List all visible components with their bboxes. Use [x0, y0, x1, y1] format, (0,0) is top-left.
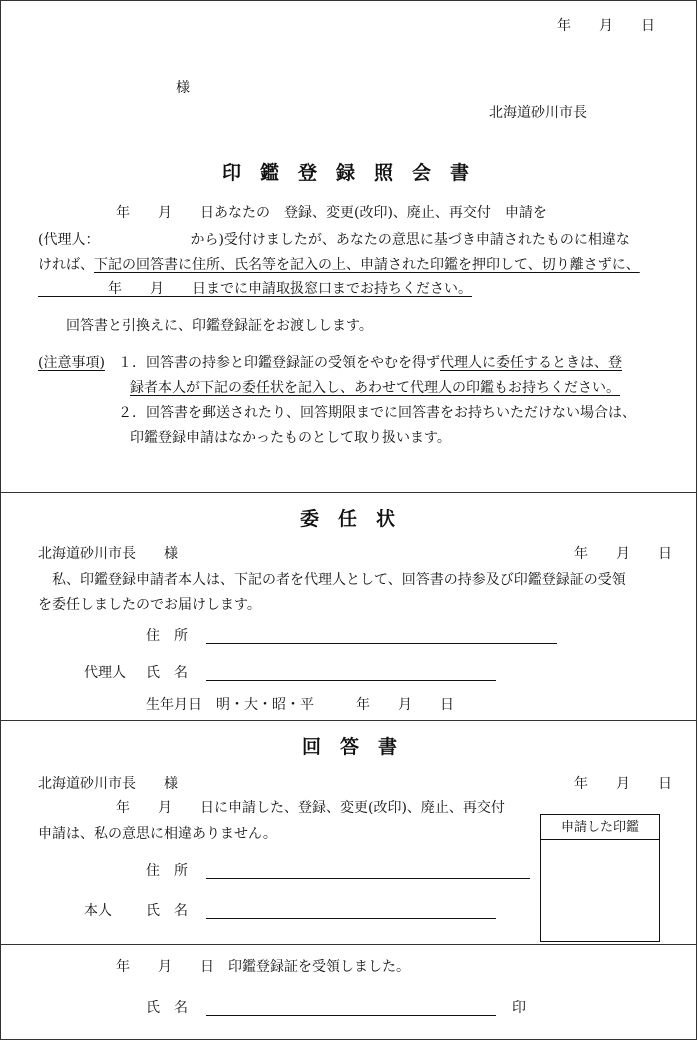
inquiry-line3-underlined: 下記の回答書に住所、氏名等を記入の上、申請された印鑑を押印して、切り離さずに、: [94, 257, 640, 273]
receipt-seal-mark: 印: [512, 1000, 526, 1016]
note1-text: 回答書の持参と印鑑登録証の受領をやむを得ず: [146, 355, 440, 371]
delegation-address-label: 住 所: [146, 628, 188, 644]
note2-text: 回答書を郵送されたり、回答期限までに回答書をお持ちいただけない場合は、: [146, 405, 636, 421]
inquiry-para2: 回答書と引換えに、印鑑登録証をお渡しします。: [66, 318, 373, 334]
inquiry-line3-pre: ければ、: [38, 257, 94, 273]
answer-self-label: 本人: [84, 903, 112, 919]
answer-to: 北海道砂川市長 様: [38, 776, 178, 792]
delegation-dob: 生年月日 明・大・昭・平 年 月 日: [146, 697, 454, 713]
delegation-name-label: 氏 名: [146, 665, 188, 681]
note1-continuation: 録者本人が下記の委任状を記入し、あわせて代理人の印鑑もお持ちください。: [130, 380, 620, 396]
note2-num: ２．: [118, 405, 146, 421]
delegation-to: 北海道砂川市長 様: [38, 546, 178, 562]
delegation-agent-label: 代理人: [84, 665, 126, 681]
inquiry-line3: [38, 258, 640, 272]
delegation-body1: 私、印鑑登録申請者本人は、下記の者を代理人として、回答書の持参及び印鑑登録証の受領: [52, 572, 626, 588]
seal-box[interactable]: [540, 814, 660, 942]
answer-address-field[interactable]: [206, 878, 530, 879]
answer-name-label: 氏 名: [146, 903, 188, 919]
header-issuer: 北海道砂川市長: [489, 105, 587, 121]
answer-name-field[interactable]: [206, 918, 496, 919]
inquiry-title: 印 鑑 登 録 照 会 書: [222, 162, 470, 184]
answer-body2: 申請は、私の意思に相違ありません。: [38, 826, 277, 842]
answer-body1: 年 月 日に申請した、登録、変更(改印)、廃止、再交付: [116, 800, 505, 816]
receipt-name-field[interactable]: [206, 1015, 496, 1016]
header-date: 年 月 日: [557, 18, 655, 34]
receipt-name-label: 氏 名: [146, 1000, 188, 1016]
receipt-line: 年 月 日 印鑑登録証を受領しました。: [116, 959, 410, 975]
answer-title: 回 答 書: [302, 736, 398, 758]
delegation-body2: を委任しましたのでお届けします。: [38, 597, 261, 613]
inquiry-line4: 年 月 日までに申請取扱窓口までお持ちください。: [38, 281, 472, 297]
answer-address-label: 住 所: [146, 863, 188, 879]
answer-date: 年 月 日: [574, 776, 672, 792]
delegation-name-field[interactable]: [206, 680, 496, 681]
note1-line: [118, 356, 622, 370]
note2-line: [118, 406, 636, 420]
inquiry-line1: 年 月 日あなたの 登録、変更(改印)、廃止、再交付 申請を: [116, 205, 547, 221]
delegation-title: 委 任 状: [300, 508, 396, 530]
inquiry-line2: (代理人： から)受付けましたが、あなたの意思に基づき申請されたものに相違な: [38, 232, 630, 248]
seal-box-label: 申請した印鑑: [541, 815, 659, 840]
note1-num: １．: [118, 355, 146, 371]
delegation-date: 年 月 日: [574, 546, 672, 562]
header-recipient-sama: 様: [176, 80, 190, 96]
note2-continuation: 印鑑登録申請はなかったものとして取り扱います。: [130, 430, 451, 446]
note1-underlined: 代理人に委任するときは、登: [440, 355, 622, 371]
notice-label: (注意事項): [38, 355, 105, 371]
delegation-address-field[interactable]: [206, 643, 557, 644]
